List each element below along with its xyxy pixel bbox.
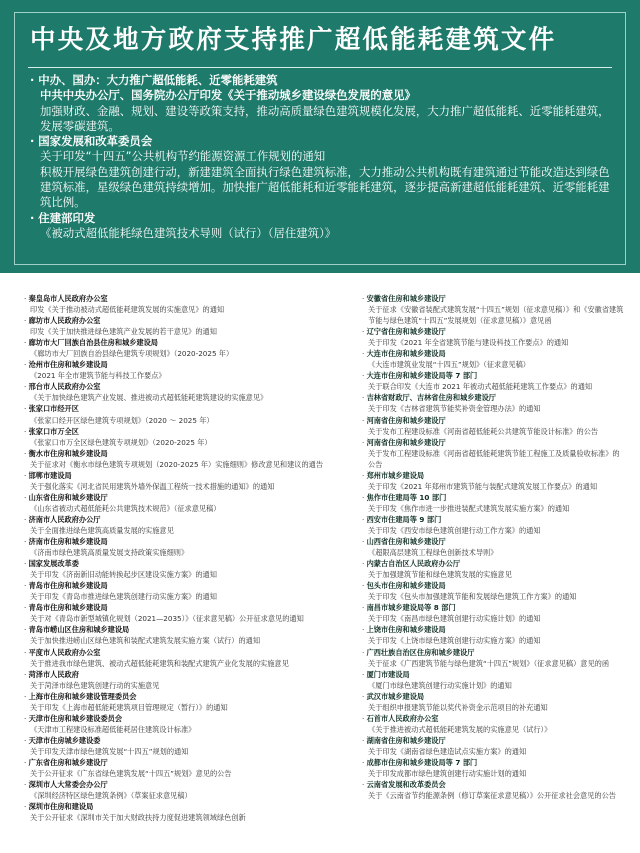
policy-section bbox=[30, 134, 620, 210]
document-entry bbox=[24, 735, 324, 757]
issuing-authority: · 吉林省财政厅、吉林省住房和城乡建设厅 bbox=[362, 392, 624, 403]
document-entry bbox=[362, 293, 624, 326]
document-title: 关于印发《焦作市进一步推进装配式建筑发展实施方案》的通知 bbox=[368, 503, 570, 513]
issuing-authority: · 上海市住房和城乡建设管理委员会 bbox=[24, 691, 324, 702]
document-entry bbox=[362, 536, 624, 558]
document-title: 关于印发《南昌市绿色建筑创建行动实施计划》的通知 bbox=[368, 614, 541, 624]
document-entry bbox=[24, 359, 324, 381]
issuing-authority: · 广西壮族自治区住房和城乡建设厅 bbox=[362, 647, 624, 658]
document-title: 关于菏泽市绿色建筑创建行动的实施意见 bbox=[30, 680, 160, 690]
document-entry bbox=[24, 381, 324, 403]
document-entry bbox=[362, 735, 624, 757]
document-entry bbox=[362, 669, 624, 691]
document-title: 《济南市绿色建筑高质量发展支持政策实施细则》 bbox=[30, 548, 189, 558]
local-documents-right-column bbox=[362, 293, 624, 801]
document-entry bbox=[362, 437, 624, 470]
document-entry bbox=[362, 580, 624, 602]
document-title: 关于印发天津市绿色建筑发展“十四五”规划的通知 bbox=[30, 746, 189, 756]
issuing-authority: · 大连市住房和城乡建设局等 7 部门 bbox=[362, 370, 624, 381]
issuing-authority: · 廊坊市人民政府办公室 bbox=[24, 315, 324, 326]
document-title: 关于印发成都市绿色建筑创建行动实施计划的通知 bbox=[368, 769, 527, 779]
document-entry bbox=[24, 558, 324, 580]
document-entry bbox=[362, 624, 624, 646]
issuing-authority: · 平度市人民政府办公室 bbox=[24, 647, 324, 658]
document-entry bbox=[362, 370, 624, 392]
issuing-authority: · 衡水市住房和城乡建设局 bbox=[24, 448, 324, 459]
document-entry bbox=[362, 757, 624, 779]
document-title: 关于征求对《衡水市绿色建筑专项规划（2020-2025 年）实施细则》修改意见和建议的通告 bbox=[30, 459, 324, 469]
document-title: 关于发布工程建设标准《河南省超低能耗建筑节能工程施工及质量验收标准》的公告 bbox=[368, 448, 620, 469]
document-entry bbox=[362, 558, 624, 580]
issuing-authority: · 厦门市建设局 bbox=[362, 669, 624, 680]
document-title: 关于公开征求《深圳市关于加大财政扶持力度促进建筑领域绿色创新 bbox=[30, 813, 246, 823]
issuing-authority: · 邯郸市建设局 bbox=[24, 470, 324, 481]
document-entry bbox=[24, 669, 324, 691]
issuing-authority: · 山东省住房和城乡建设厅 bbox=[24, 492, 324, 503]
section-subtitle: 中共中央办公厅、国务院办公厅印发《关于推动城乡建设绿色发展的意见》 bbox=[40, 88, 416, 103]
document-entry bbox=[362, 348, 624, 370]
issuing-authority: · 内蒙古自治区人民政府办公厅 bbox=[362, 558, 624, 569]
document-entry bbox=[362, 514, 624, 536]
issuing-authority: · 成都市住房和城乡建设局等 7 部门 bbox=[362, 757, 624, 768]
document-title: 关于印发《2021 年郑州市建筑节能与装配式建筑发展工作要点》的通知 bbox=[368, 481, 598, 491]
issuing-authority: · 西安市住建局等 9 部门 bbox=[362, 514, 624, 525]
section-subtitle: 《被动式超低能耗绿色建筑技术导则（试行）（居住建筑）》 bbox=[40, 225, 337, 240]
document-title: 《山东省被动式超低能耗公共建筑技术规范》（征求意见稿） bbox=[30, 503, 221, 513]
document-title: 关于印发《西安市绿色建筑创建行动工作方案》的通知 bbox=[368, 525, 541, 535]
document-title: 关于加快推进崂山区绿色建筑和装配式建筑发展实施方案（试行）的通知 bbox=[30, 636, 261, 646]
section-title: · 住建部印发 bbox=[30, 211, 620, 226]
issuing-authority: · 焦作市住建局等 10 部门 bbox=[362, 492, 624, 503]
issuing-authority: · 云南省发展和改革委员会 bbox=[362, 779, 624, 790]
document-title: 《张家口经开区绿色建筑专项规划》（2020 ～ 2025 年） bbox=[30, 415, 214, 425]
document-entry bbox=[24, 536, 324, 558]
document-title: 关于强化落实《河北省民用建筑外墙外保温工程统一技术措施的通知》的通知 bbox=[30, 481, 275, 491]
issuing-authority: · 武汉市城乡建设局 bbox=[362, 691, 624, 702]
document-entry bbox=[24, 624, 324, 646]
document-title: 关于发布工程建设标准《河南省超低能耗公共建筑节能设计标准》的公告 bbox=[368, 426, 599, 436]
document-title: 关于印发《吉林省建筑节能奖补资金管理办法》的通知 bbox=[368, 404, 541, 414]
document-entry bbox=[24, 580, 324, 602]
document-title: 《关于加快绿色建筑产业发展、推进被动式超低能耗建筑建设的实施意见》 bbox=[30, 393, 268, 403]
document-title: 《超限高层建筑工程绿色创新技术导则》 bbox=[368, 548, 498, 558]
document-title: 关于印发《青岛市推进绿色建筑创建行动实施方案》的通知 bbox=[30, 592, 217, 602]
issuing-authority: · 深圳市人大常委会办公厅 bbox=[24, 779, 324, 790]
issuing-authority: · 广东省住房和城乡建设厅 bbox=[24, 757, 324, 768]
document-entry bbox=[362, 392, 624, 414]
issuing-authority: · 张家口市万全区 bbox=[24, 426, 324, 437]
issuing-authority: · 青岛市住房和城乡建设局 bbox=[24, 602, 324, 613]
document-entry bbox=[362, 691, 624, 713]
document-entry bbox=[362, 713, 624, 735]
document-entry bbox=[362, 602, 624, 624]
document-entry bbox=[24, 514, 324, 536]
document-title: 关于全面推进绿色建筑高质量发展的实施意见 bbox=[30, 525, 174, 535]
issuing-authority: · 河南省住房和城乡建设厅 bbox=[362, 415, 624, 426]
document-title: 《天津市工程建设标准超低能耗居住建筑设计标准》 bbox=[30, 724, 196, 734]
title-divider bbox=[28, 67, 612, 68]
document-title: 关于印发《济南新旧动能转换起步区建设实施方案》的通知 bbox=[30, 570, 217, 580]
document-entry bbox=[24, 647, 324, 669]
document-entry bbox=[24, 337, 324, 359]
document-title: 《关于推进被动式超低能耗建筑发展的实施意见（试行）》 bbox=[368, 724, 552, 734]
document-entry bbox=[24, 426, 324, 448]
document-entry bbox=[362, 470, 624, 492]
document-entry bbox=[24, 403, 324, 425]
document-title: 《张家口市万全区绿色建筑专项规划》（2020-2025 年） bbox=[30, 437, 212, 447]
issuing-authority: · 廊坊市大厂回族自治县住房和城乡建设局 bbox=[24, 337, 324, 348]
header-banner bbox=[0, 0, 640, 273]
document-title: 《深圳经济特区绿色建筑条例》（草案征求意见稿） bbox=[30, 791, 192, 801]
issuing-authority: · 石首市人民政府办公室 bbox=[362, 713, 624, 724]
issuing-authority: · 河南省住房和城乡建设厅 bbox=[362, 437, 624, 448]
document-title: 《大连市建筑业发展“十四五”规划》（征求意见稿） bbox=[368, 360, 530, 370]
section-body: 积极开展绿色建筑创建行动，新建建筑全面执行绿色建筑标准，大力推动公共机构既有建筑通过节能改造达到绿色建筑标准，星级绿色建筑持续增加。加快推广超低能耗和近零能耗建筑，逐步提高新建超低能耗建筑、近零能耗建筑比例。 bbox=[40, 164, 610, 210]
issuing-authority: · 济南市住房和城乡建设局 bbox=[24, 536, 324, 547]
document-entry bbox=[24, 293, 324, 315]
issuing-authority: · 青岛市崂山区住房和城乡建设局 bbox=[24, 624, 324, 635]
issuing-authority: · 国家发展改革委 bbox=[24, 558, 324, 569]
central-policy-summary bbox=[30, 73, 620, 241]
document-entry bbox=[24, 801, 324, 823]
section-subtitle: 关于印发“十四五”公共机构节约能源资源工作规划的通知 bbox=[40, 149, 326, 164]
issuing-authority: · 深圳市住房和建设局 bbox=[24, 801, 324, 812]
document-entry bbox=[24, 757, 324, 779]
document-title: 关于加强建筑节能和绿色建筑发展的实施意见 bbox=[368, 570, 512, 580]
document-title: 关于联合印发《大连市 2021 年被动式超低能耗建筑工作要点》的通知 bbox=[368, 382, 593, 392]
document-title: 印发《关于加快推进绿色建筑产业发展的若干意见》的通知 bbox=[30, 327, 217, 337]
document-title: 关于《云南省节约能源条例（修订草案征求意见稿）》公开征求社会意见的公告 bbox=[368, 791, 616, 801]
document-title: 《厦门市绿色建筑创建行动实施计划》的通知 bbox=[368, 680, 512, 690]
issuing-authority: · 济南市人民政府办公厅 bbox=[24, 514, 324, 525]
document-title: 关于征求《广西建筑节能与绿色建筑“十四五”规划》（征求意见稿）意见的函 bbox=[368, 658, 610, 668]
issuing-authority: · 大连市住房和城乡建设局 bbox=[362, 348, 624, 359]
issuing-authority: · 包头市住房和城乡建设局 bbox=[362, 580, 624, 591]
issuing-authority: · 湖南省住房和城乡建设厅 bbox=[362, 735, 624, 746]
document-title: 《廊坊市大厂回族自治县绿色建筑专项规划》（2020-2025 年） bbox=[30, 349, 234, 359]
issuing-authority: · 辽宁省住房和城乡建设厅 bbox=[362, 326, 624, 337]
document-entry bbox=[24, 470, 324, 492]
document-title: 关于组织申报建筑节能以奖代补资金示范项目的补充通知 bbox=[368, 702, 548, 712]
document-entry bbox=[24, 602, 324, 624]
document-entry bbox=[362, 779, 624, 801]
issuing-authority: · 沧州市住房和城乡建设局 bbox=[24, 359, 324, 370]
issuing-authority: · 菏泽市人民政府 bbox=[24, 669, 324, 680]
document-title: 关于征求《安徽省装配式建筑发展“十四五”规划（征求意见稿）》和《安徽省建筑节能与绿色建筑“十四五”发展规划（征求意见稿）》意见函 bbox=[368, 305, 624, 326]
issuing-authority: · 天津市住房城乡建设委 bbox=[24, 735, 324, 746]
document-entry bbox=[24, 448, 324, 470]
issuing-authority: · 天津市住房和城乡建设委员会 bbox=[24, 713, 324, 724]
document-title: 《2021 年全市建筑节能与科技工作要点》 bbox=[30, 371, 166, 381]
issuing-authority: · 青岛市住房和城乡建设局 bbox=[24, 580, 324, 591]
section-body: 加强财政、金融、规划、建设等政策支持，推动高质量绿色建筑规模化发展，大力推广超低能耗、近零能耗建筑，发展零碳建筑。 bbox=[40, 103, 610, 133]
issuing-authority: · 邢台市人民政府办公室 bbox=[24, 381, 324, 392]
policy-section bbox=[30, 211, 620, 242]
issuing-authority: · 秦皇岛市人民政府办公室 bbox=[24, 293, 324, 304]
document-entry bbox=[362, 326, 624, 348]
document-entry bbox=[24, 713, 324, 735]
page-title: 中央及地方政府支持推广超低能耗建筑文件 bbox=[30, 25, 557, 55]
document-title: 关于印发《上饶市绿色建筑创建行动实施方案》的通知 bbox=[368, 636, 541, 646]
issuing-authority: · 南昌市城乡建设局等 8 部门 bbox=[362, 602, 624, 613]
document-title: 关于对《青岛市新型城镇化规划（2021—2035）》（征求意见稿）公开征求意见的通知 bbox=[30, 614, 304, 624]
issuing-authority: · 上饶市住房和城乡建设局 bbox=[362, 624, 624, 635]
document-entry bbox=[24, 315, 324, 337]
section-title: · 中办、国办：大力推广超低能耗、近零能耗建筑 bbox=[30, 73, 620, 88]
policy-section bbox=[30, 73, 620, 134]
document-title: 关于推进我市绿色建筑、被动式超低能耗建筑和装配式建筑产业化发展的实施意见 bbox=[30, 658, 289, 668]
issuing-authority: · 郑州市城乡建设局 bbox=[362, 470, 624, 481]
issuing-authority: · 张家口市经开区 bbox=[24, 403, 324, 414]
document-title: 关于印发《2021 年全省建筑节能与建设科技工作要点》的通知 bbox=[368, 338, 569, 348]
document-entry bbox=[24, 492, 324, 514]
document-title: 关于印发《上海市超低能耗建筑项目管理规定（暂行）》的通知 bbox=[30, 702, 228, 712]
document-entry bbox=[362, 492, 624, 514]
section-title: · 国家发展和改革委员会 bbox=[30, 134, 620, 149]
document-title: 关于印发《包头市加强建筑节能和发展绿色建筑工作方案》的通知 bbox=[368, 592, 577, 602]
document-entry bbox=[24, 691, 324, 713]
document-title: 印发《关于推动被动式超低能耗建筑发展的实施意见》的通知 bbox=[30, 305, 225, 315]
document-entry bbox=[24, 779, 324, 801]
document-title: 关于公开征求《广东省绿色建筑发展“十四五”规划》意见的公告 bbox=[30, 769, 232, 779]
issuing-authority: · 山西省住房和城乡建设厅 bbox=[362, 536, 624, 547]
document-entry bbox=[362, 647, 624, 669]
issuing-authority: · 安徽省住房和城乡建设厅 bbox=[362, 293, 624, 304]
local-documents-left-column bbox=[24, 293, 324, 823]
document-entry bbox=[362, 415, 624, 437]
document-title: 关于印发《湖南省绿色建造试点实施方案》的通知 bbox=[368, 746, 527, 756]
